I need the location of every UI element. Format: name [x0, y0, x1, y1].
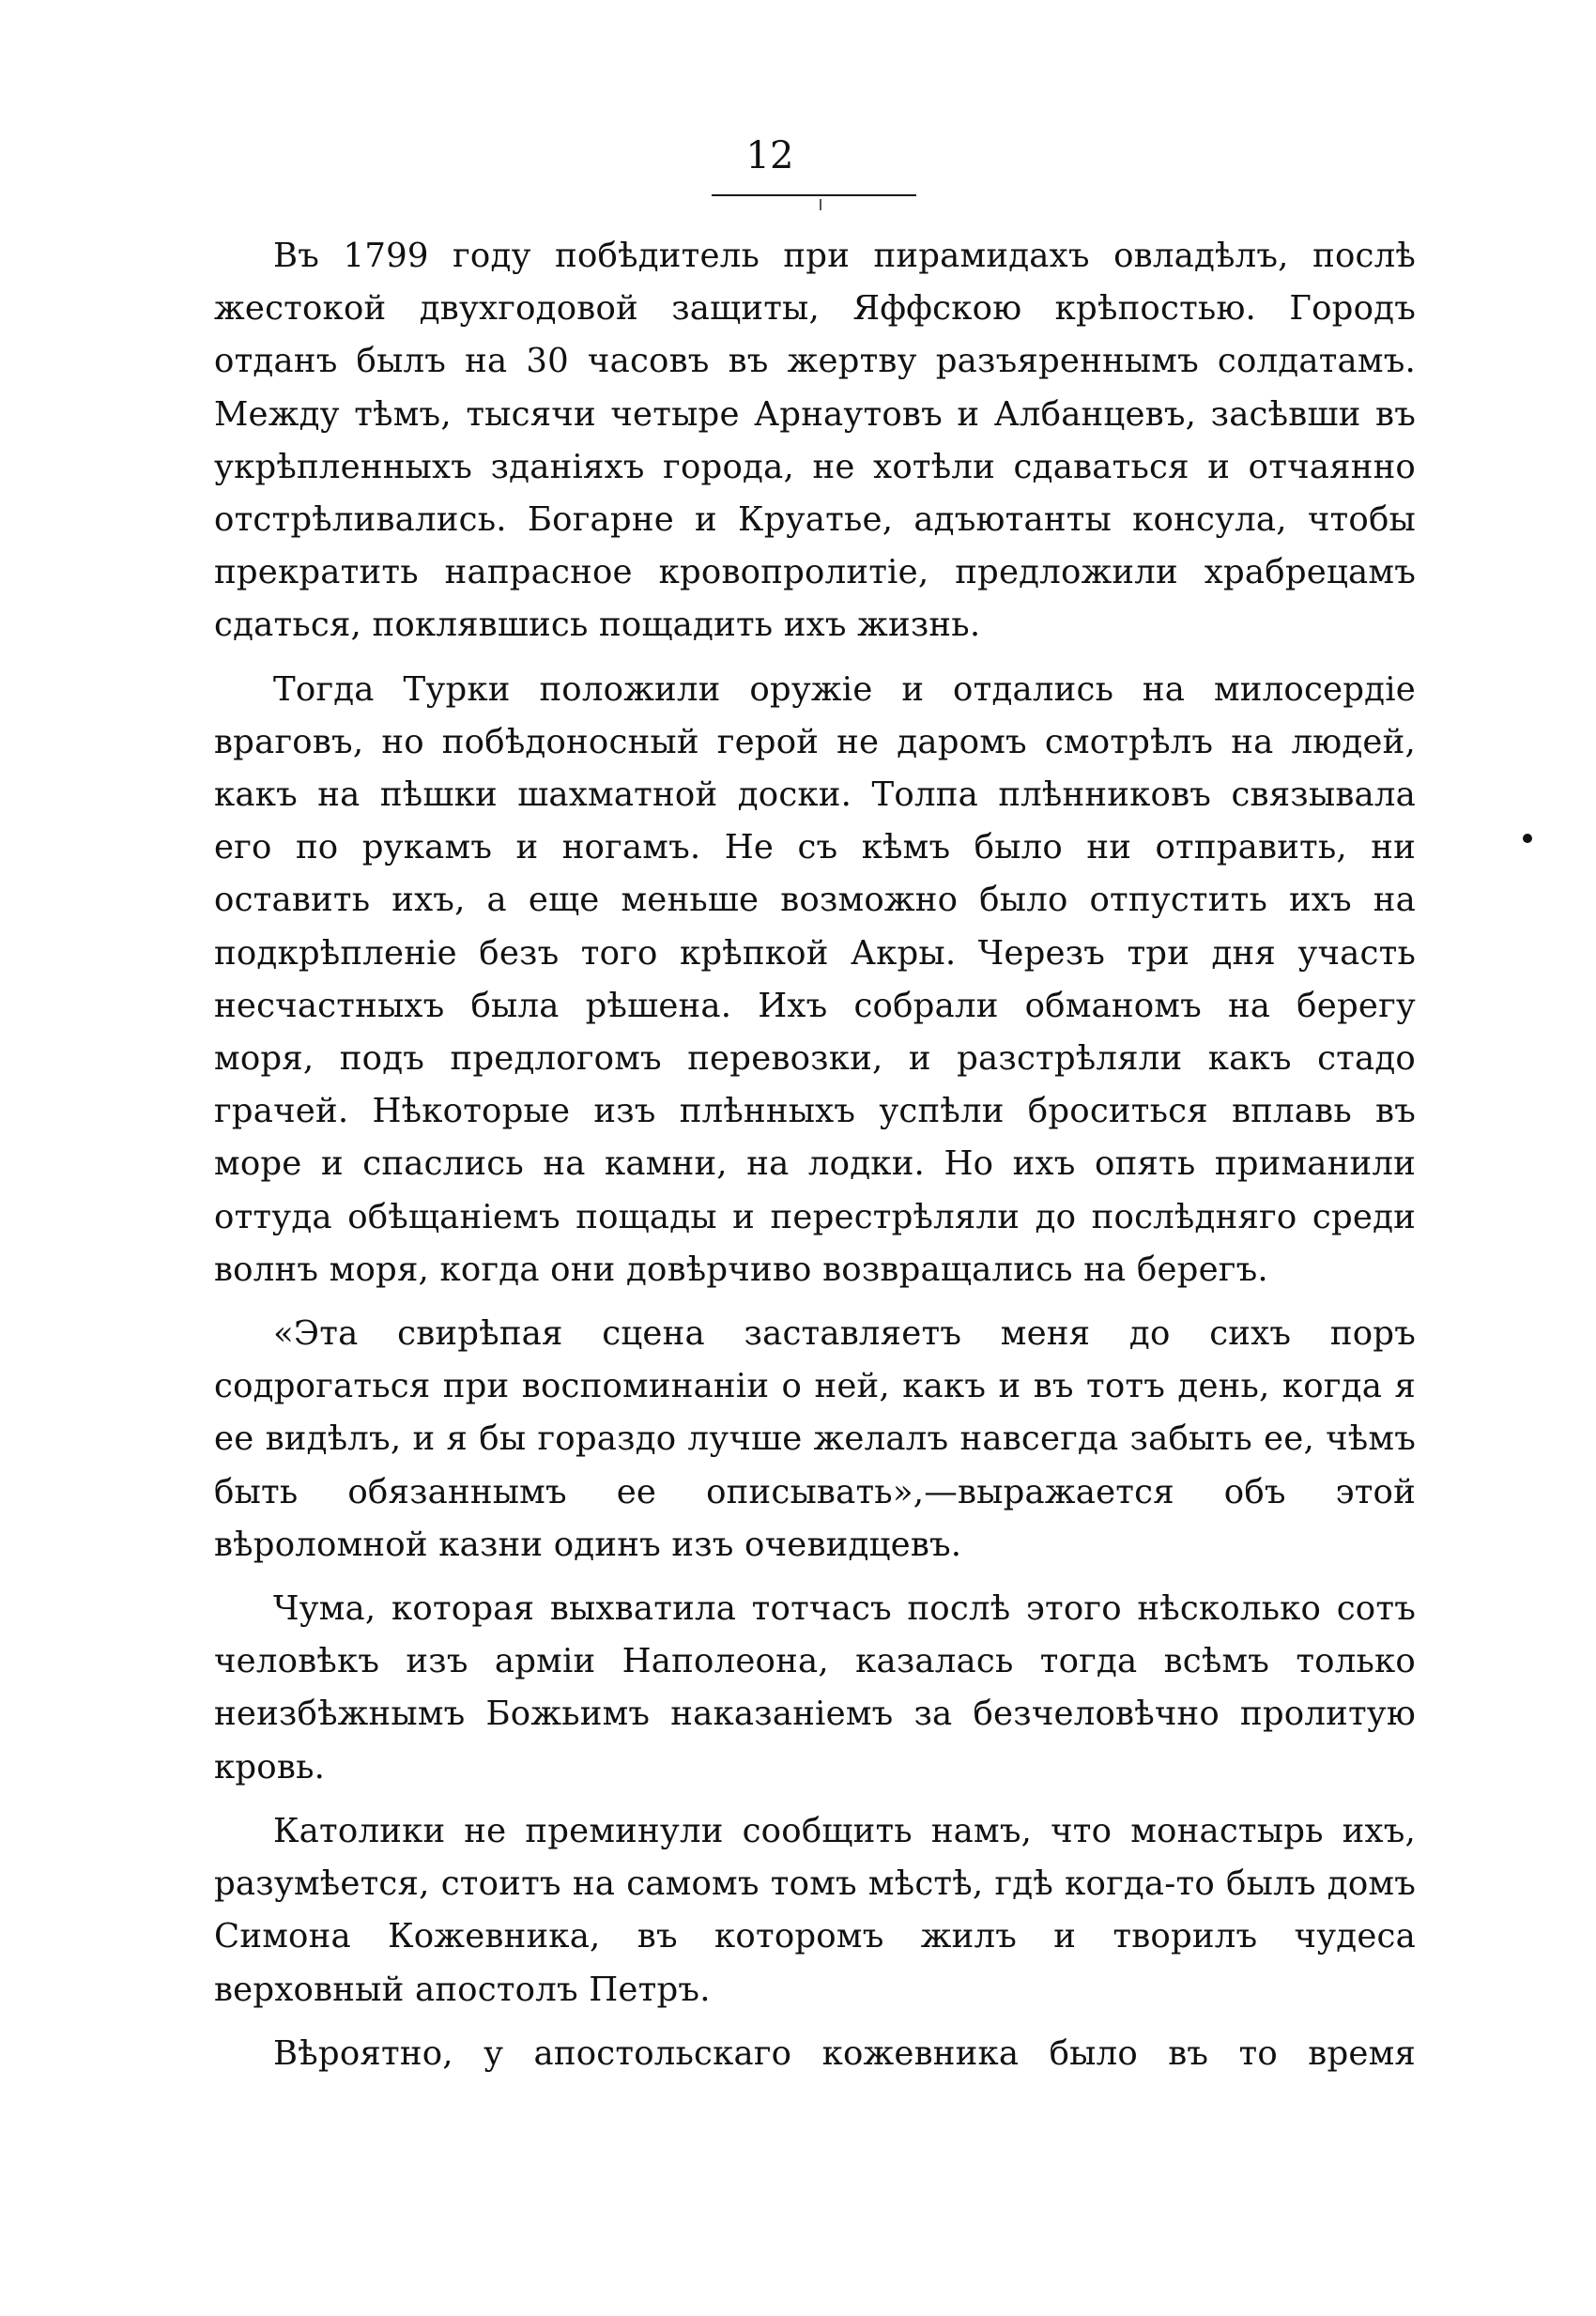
paragraph-5: Католики не преминули сообщить намъ, что монастырь ихъ, разумѣется, стоитъ на самомъ томъ мѣстѣ, гдѣ когда-то былъ домъ Симона Кожевника, въ которомъ жилъ и творилъ чудеса верховный апостолъ Петръ.: [214, 1811, 1416, 2009]
paragraph-4: Чума, которая выхватила тотчасъ послѣ этого нѣсколько сотъ человѣкъ изъ армiи Наполеона, казалась тогда всѣмъ только неизбѣжнымъ Божьимъ наказанiемъ за безчеловѣчно пролитую кровь.: [214, 1589, 1416, 1787]
paragraph-1: Въ 1799 году побѣдитель при пирамидахъ овладѣлъ, послѣ жестокой двухгодовой защиты, Яффскою крѣпостью. Городъ отданъ былъ на 30 часовъ въ жертву разъяреннымъ солдатамъ. Между тѣмъ, тысячи четыре Арнаутовъ и Албанцевъ, засѣвши въ укрѣпленныхъ зданiяхъ города, не хотѣли сдаваться и отчаянно отстрѣливались. Богарне и Круатье, адъютанты консула, чтобы прекратить напрасное кровопролитiе, предложили храбрецамъ сдаться, поклявшись пощадить ихъ жизнь.: [214, 237, 1416, 645]
scan-mark: [820, 199, 821, 210]
paragraph-2: Тогда Турки положили оружiе и отдались на милосердiе враговъ, но побѣдоносный герой не даромъ смотрѣлъ на людей, какъ на пѣшки шахматной доски. Толпа плѣнниковъ связывала его по рукамъ и ногамъ. Не съ кѣмъ было ни отправить, ни оставить ихъ, а еще меньше возможно было отпустить ихъ на подкрѣпленiе безъ того крѣпкой Акры. Черезъ три дня участь несчастныхъ была рѣшена. Ихъ собрали обманомъ на берегу моря, подъ предлогомъ перевозки, и разстрѣляли какъ стадо грачей. Нѣкоторые изъ плѣнныхъ успѣли броситься вплавь въ море и спаслись на камни, на лодки. Но ихъ опять приманили оттуда обѣщанiемъ пощады и перестрѣляли до послѣдняго среди волнъ моря, когда они довѣрчиво возвращались на берегъ.: [214, 669, 1416, 1289]
paragraph-3: «Эта свирѣпая сцена заставляетъ меня до сихъ поръ содрогаться при воспоминанiи о ней, какъ и въ тотъ день, когда я ее видѣлъ, и я бы гораздо лучше желалъ навсегда забыть ее, чѣмъ быть обязаннымъ ее описывать»,—выражается объ этой вѣроломной казни одинъ изъ очевидцевъ.: [214, 1314, 1416, 1564]
header-rule: [712, 194, 916, 196]
margin-speck: [1523, 834, 1532, 843]
paragraph-6: Вѣроятно, у апостольскаго кожевника было въ то время: [273, 2033, 1416, 2073]
page-number: 12: [745, 134, 794, 177]
body-text: [214, 230, 1416, 2080]
